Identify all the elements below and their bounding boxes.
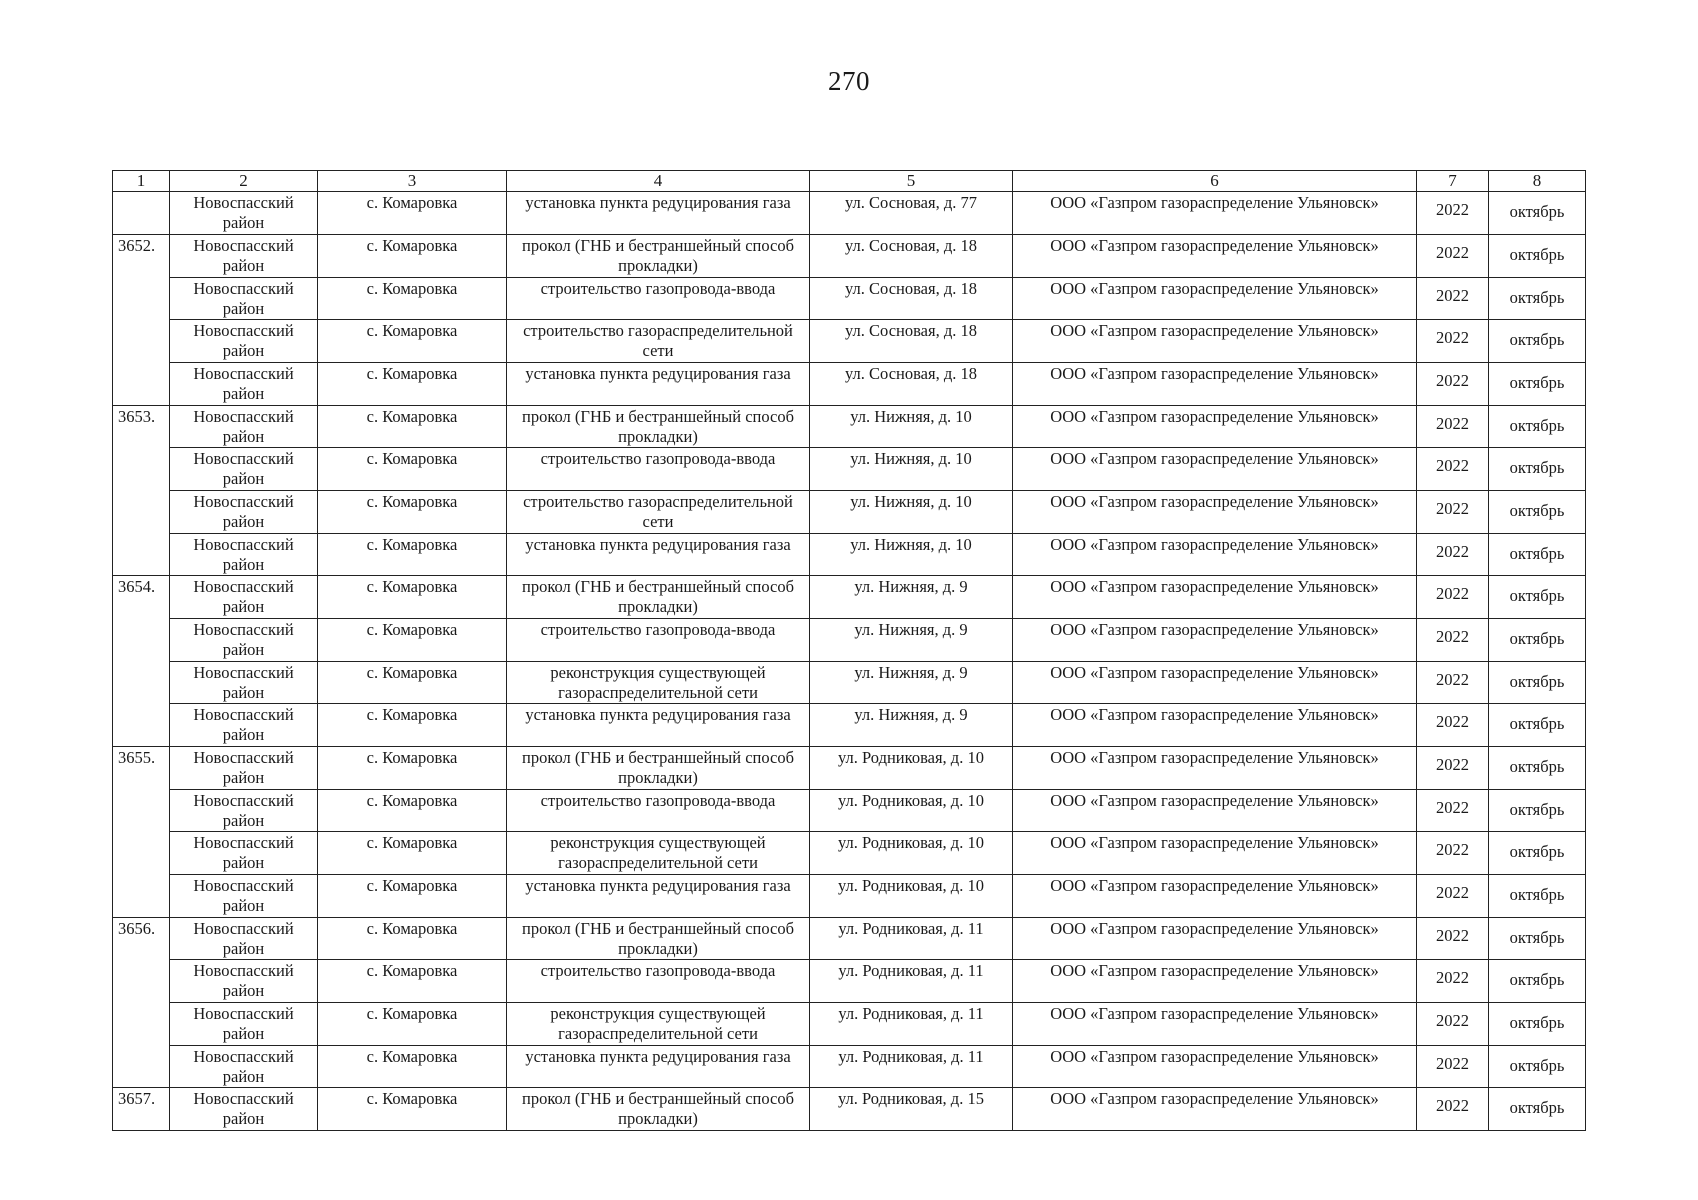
- month-cell: октябрь: [1489, 235, 1586, 278]
- organization-cell: ООО «Газпром газораспределение Ульяновск»: [1013, 832, 1417, 875]
- month-cell: октябрь: [1489, 790, 1586, 832]
- row-number-cell: 3657.: [113, 1088, 170, 1131]
- month-cell: октябрь: [1489, 918, 1586, 960]
- month-cell: октябрь: [1489, 1088, 1586, 1131]
- year-cell: 2022: [1417, 918, 1489, 960]
- table-row: [113, 619, 1586, 662]
- year-cell: 2022: [1417, 1088, 1489, 1131]
- row-number-cell: 3652.: [113, 235, 170, 278]
- work-type-cell: установка пункта редуцирования газа: [507, 875, 810, 918]
- organization-cell: ООО «Газпром газораспределение Ульяновск»: [1013, 363, 1417, 406]
- work-type-cell: прокол (ГНБ и бестраншейный способ прокладки): [507, 406, 810, 448]
- locality-cell: с. Комаровка: [318, 747, 507, 790]
- district-cell: Новоспасский район: [170, 704, 318, 747]
- address-cell: ул. Родниковая, д. 11: [810, 1003, 1013, 1046]
- year-cell: 2022: [1417, 448, 1489, 491]
- district-cell: Новоспасский район: [170, 790, 318, 832]
- month-cell: октябрь: [1489, 704, 1586, 747]
- table-row: [113, 704, 1586, 747]
- address-cell: ул. Родниковая, д. 11: [810, 960, 1013, 1003]
- month-cell: октябрь: [1489, 406, 1586, 448]
- address-cell: ул. Родниковая, д. 11: [810, 918, 1013, 960]
- table-row: [113, 320, 1586, 363]
- work-type-cell: строительство газопровода-ввода: [507, 448, 810, 491]
- locality-cell: с. Комаровка: [318, 619, 507, 662]
- row-number-cell: [113, 790, 170, 832]
- district-cell: Новоспасский район: [170, 747, 318, 790]
- row-number-cell: [113, 1046, 170, 1088]
- district-cell: Новоспасский район: [170, 619, 318, 662]
- month-cell: октябрь: [1489, 960, 1586, 1003]
- row-number-cell: [113, 192, 170, 235]
- locality-cell: с. Комаровка: [318, 192, 507, 235]
- locality-cell: с. Комаровка: [318, 1003, 507, 1046]
- row-number-cell: [113, 278, 170, 320]
- address-cell: ул. Сосновая, д. 18: [810, 278, 1013, 320]
- row-number-cell: [113, 363, 170, 406]
- organization-cell: ООО «Газпром газораспределение Ульяновск»: [1013, 960, 1417, 1003]
- month-cell: октябрь: [1489, 662, 1586, 704]
- organization-cell: ООО «Газпром газораспределение Ульяновск»: [1013, 320, 1417, 363]
- table-row: [113, 363, 1586, 406]
- address-cell: ул. Нижняя, д. 9: [810, 576, 1013, 619]
- year-cell: 2022: [1417, 192, 1489, 235]
- organization-cell: ООО «Газпром газораспределение Ульяновск»: [1013, 662, 1417, 704]
- table-row: [113, 1046, 1586, 1088]
- year-cell: 2022: [1417, 406, 1489, 448]
- month-cell: октябрь: [1489, 1003, 1586, 1046]
- work-type-cell: реконструкция существующей газораспределительной сети: [507, 662, 810, 704]
- address-cell: ул. Сосновая, д. 77: [810, 192, 1013, 235]
- column-header: 3: [318, 171, 507, 192]
- address-cell: ул. Нижняя, д. 10: [810, 406, 1013, 448]
- table-header: [113, 171, 1586, 192]
- table-body: [113, 192, 1586, 1131]
- address-cell: ул. Нижняя, д. 10: [810, 534, 1013, 576]
- table-row: [113, 1003, 1586, 1046]
- month-cell: октябрь: [1489, 448, 1586, 491]
- locality-cell: с. Комаровка: [318, 448, 507, 491]
- work-type-cell: реконструкция существующей газораспределительной сети: [507, 832, 810, 875]
- row-number-cell: [113, 619, 170, 662]
- column-header: 1: [113, 171, 170, 192]
- table-row: [113, 960, 1586, 1003]
- district-cell: Новоспасский район: [170, 406, 318, 448]
- row-number-cell: [113, 662, 170, 704]
- district-cell: Новоспасский район: [170, 662, 318, 704]
- table-row: [113, 491, 1586, 534]
- month-cell: октябрь: [1489, 320, 1586, 363]
- year-cell: 2022: [1417, 619, 1489, 662]
- column-header: 5: [810, 171, 1013, 192]
- organization-cell: ООО «Газпром газораспределение Ульяновск»: [1013, 406, 1417, 448]
- table-row: [113, 747, 1586, 790]
- organization-cell: ООО «Газпром газораспределение Ульяновск»: [1013, 448, 1417, 491]
- address-cell: ул. Родниковая, д. 10: [810, 747, 1013, 790]
- district-cell: Новоспасский район: [170, 1046, 318, 1088]
- month-cell: октябрь: [1489, 832, 1586, 875]
- district-cell: Новоспасский район: [170, 918, 318, 960]
- work-type-cell: установка пункта редуцирования газа: [507, 704, 810, 747]
- work-type-cell: строительство газопровода-ввода: [507, 790, 810, 832]
- row-number-cell: 3653.: [113, 406, 170, 448]
- locality-cell: с. Комаровка: [318, 534, 507, 576]
- organization-cell: ООО «Газпром газораспределение Ульяновск»: [1013, 1046, 1417, 1088]
- work-type-cell: строительство газопровода-ввода: [507, 278, 810, 320]
- row-number-cell: [113, 448, 170, 491]
- column-header: 7: [1417, 171, 1489, 192]
- organization-cell: ООО «Газпром газораспределение Ульяновск»: [1013, 576, 1417, 619]
- organization-cell: ООО «Газпром газораспределение Ульяновск»: [1013, 875, 1417, 918]
- work-type-cell: строительство газопровода-ввода: [507, 960, 810, 1003]
- year-cell: 2022: [1417, 278, 1489, 320]
- year-cell: 2022: [1417, 960, 1489, 1003]
- district-cell: Новоспасский район: [170, 448, 318, 491]
- month-cell: октябрь: [1489, 1046, 1586, 1088]
- work-type-cell: прокол (ГНБ и бестраншейный способ прокладки): [507, 576, 810, 619]
- row-number-cell: [113, 1003, 170, 1046]
- district-cell: Новоспасский район: [170, 278, 318, 320]
- work-type-cell: строительство газопровода-ввода: [507, 619, 810, 662]
- organization-cell: ООО «Газпром газораспределение Ульяновск»: [1013, 790, 1417, 832]
- year-cell: 2022: [1417, 491, 1489, 534]
- locality-cell: с. Комаровка: [318, 1046, 507, 1088]
- month-cell: октябрь: [1489, 363, 1586, 406]
- address-cell: ул. Родниковая, д. 10: [810, 790, 1013, 832]
- row-number-cell: [113, 832, 170, 875]
- locality-cell: с. Комаровка: [318, 1088, 507, 1131]
- month-cell: октябрь: [1489, 576, 1586, 619]
- organization-cell: ООО «Газпром газораспределение Ульяновск»: [1013, 1088, 1417, 1131]
- work-type-cell: прокол (ГНБ и бестраншейный способ прокладки): [507, 747, 810, 790]
- address-cell: ул. Нижняя, д. 9: [810, 704, 1013, 747]
- organization-cell: ООО «Газпром газораспределение Ульяновск»: [1013, 747, 1417, 790]
- month-cell: октябрь: [1489, 491, 1586, 534]
- year-cell: 2022: [1417, 1003, 1489, 1046]
- year-cell: 2022: [1417, 790, 1489, 832]
- month-cell: октябрь: [1489, 278, 1586, 320]
- row-number-cell: [113, 960, 170, 1003]
- address-cell: ул. Родниковая, д. 10: [810, 832, 1013, 875]
- address-cell: ул. Нижняя, д. 10: [810, 491, 1013, 534]
- locality-cell: с. Комаровка: [318, 576, 507, 619]
- address-cell: ул. Сосновая, д. 18: [810, 363, 1013, 406]
- work-type-cell: прокол (ГНБ и бестраншейный способ прокладки): [507, 235, 810, 278]
- table-row: [113, 790, 1586, 832]
- work-schedule-table: [112, 170, 1586, 1131]
- locality-cell: с. Комаровка: [318, 704, 507, 747]
- row-number-cell: [113, 491, 170, 534]
- address-cell: ул. Сосновая, д. 18: [810, 320, 1013, 363]
- table-row: [113, 662, 1586, 704]
- locality-cell: с. Комаровка: [318, 960, 507, 1003]
- work-type-cell: строительство газораспределительной сети: [507, 491, 810, 534]
- organization-cell: ООО «Газпром газораспределение Ульяновск»: [1013, 235, 1417, 278]
- work-type-cell: реконструкция существующей газораспределительной сети: [507, 1003, 810, 1046]
- table-row: [113, 235, 1586, 278]
- row-number-cell: [113, 875, 170, 918]
- year-cell: 2022: [1417, 320, 1489, 363]
- header-row: [113, 171, 1586, 192]
- work-type-cell: прокол (ГНБ и бестраншейный способ прокладки): [507, 1088, 810, 1131]
- month-cell: октябрь: [1489, 534, 1586, 576]
- work-type-cell: прокол (ГНБ и бестраншейный способ прокладки): [507, 918, 810, 960]
- year-cell: 2022: [1417, 704, 1489, 747]
- row-number-cell: 3656.: [113, 918, 170, 960]
- address-cell: ул. Нижняя, д. 10: [810, 448, 1013, 491]
- locality-cell: с. Комаровка: [318, 363, 507, 406]
- table-row: [113, 448, 1586, 491]
- month-cell: октябрь: [1489, 875, 1586, 918]
- district-cell: Новоспасский район: [170, 832, 318, 875]
- row-number-cell: 3654.: [113, 576, 170, 619]
- year-cell: 2022: [1417, 662, 1489, 704]
- table-row: [113, 406, 1586, 448]
- table-row: [113, 1088, 1586, 1131]
- address-cell: ул. Родниковая, д. 11: [810, 1046, 1013, 1088]
- table-row: [113, 534, 1586, 576]
- locality-cell: с. Комаровка: [318, 278, 507, 320]
- locality-cell: с. Комаровка: [318, 832, 507, 875]
- year-cell: 2022: [1417, 1046, 1489, 1088]
- organization-cell: ООО «Газпром газораспределение Ульяновск»: [1013, 918, 1417, 960]
- address-cell: ул. Нижняя, д. 9: [810, 662, 1013, 704]
- locality-cell: с. Комаровка: [318, 491, 507, 534]
- table-row: [113, 832, 1586, 875]
- address-cell: ул. Нижняя, д. 9: [810, 619, 1013, 662]
- row-number-cell: [113, 534, 170, 576]
- organization-cell: ООО «Газпром газораспределение Ульяновск»: [1013, 278, 1417, 320]
- address-cell: ул. Родниковая, д. 15: [810, 1088, 1013, 1131]
- month-cell: октябрь: [1489, 747, 1586, 790]
- locality-cell: с. Комаровка: [318, 406, 507, 448]
- month-cell: октябрь: [1489, 192, 1586, 235]
- column-header: 8: [1489, 171, 1586, 192]
- district-cell: Новоспасский район: [170, 576, 318, 619]
- district-cell: Новоспасский район: [170, 235, 318, 278]
- table-row: [113, 875, 1586, 918]
- table-row: [113, 192, 1586, 235]
- locality-cell: с. Комаровка: [318, 875, 507, 918]
- work-type-cell: установка пункта редуцирования газа: [507, 192, 810, 235]
- locality-cell: с. Комаровка: [318, 790, 507, 832]
- organization-cell: ООО «Газпром газораспределение Ульяновск»: [1013, 491, 1417, 534]
- district-cell: Новоспасский район: [170, 1088, 318, 1131]
- district-cell: Новоспасский район: [170, 534, 318, 576]
- work-type-cell: строительство газораспределительной сети: [507, 320, 810, 363]
- column-header: 6: [1013, 171, 1417, 192]
- table-row: [113, 278, 1586, 320]
- organization-cell: ООО «Газпром газораспределение Ульяновск»: [1013, 704, 1417, 747]
- organization-cell: ООО «Газпром газораспределение Ульяновск»: [1013, 619, 1417, 662]
- work-type-cell: установка пункта редуцирования газа: [507, 534, 810, 576]
- year-cell: 2022: [1417, 875, 1489, 918]
- year-cell: 2022: [1417, 832, 1489, 875]
- district-cell: Новоспасский район: [170, 192, 318, 235]
- table-row: [113, 918, 1586, 960]
- column-header: 2: [170, 171, 318, 192]
- work-type-cell: установка пункта редуцирования газа: [507, 1046, 810, 1088]
- row-number-cell: [113, 704, 170, 747]
- year-cell: 2022: [1417, 235, 1489, 278]
- organization-cell: ООО «Газпром газораспределение Ульяновск»: [1013, 192, 1417, 235]
- locality-cell: с. Комаровка: [318, 918, 507, 960]
- year-cell: 2022: [1417, 534, 1489, 576]
- district-cell: Новоспасский район: [170, 1003, 318, 1046]
- page-number: 270: [828, 66, 870, 96]
- address-cell: ул. Родниковая, д. 10: [810, 875, 1013, 918]
- table-row: [113, 576, 1586, 619]
- district-cell: Новоспасский район: [170, 320, 318, 363]
- year-cell: 2022: [1417, 576, 1489, 619]
- row-number-cell: [113, 320, 170, 363]
- district-cell: Новоспасский район: [170, 875, 318, 918]
- work-type-cell: установка пункта редуцирования газа: [507, 363, 810, 406]
- month-cell: октябрь: [1489, 619, 1586, 662]
- locality-cell: с. Комаровка: [318, 320, 507, 363]
- year-cell: 2022: [1417, 363, 1489, 406]
- locality-cell: с. Комаровка: [318, 235, 507, 278]
- column-header: 4: [507, 171, 810, 192]
- district-cell: Новоспасский район: [170, 960, 318, 1003]
- locality-cell: с. Комаровка: [318, 662, 507, 704]
- organization-cell: ООО «Газпром газораспределение Ульяновск»: [1013, 1003, 1417, 1046]
- year-cell: 2022: [1417, 747, 1489, 790]
- row-number-cell: 3655.: [113, 747, 170, 790]
- district-cell: Новоспасский район: [170, 491, 318, 534]
- district-cell: Новоспасский район: [170, 363, 318, 406]
- address-cell: ул. Сосновая, д. 18: [810, 235, 1013, 278]
- organization-cell: ООО «Газпром газораспределение Ульяновск»: [1013, 534, 1417, 576]
